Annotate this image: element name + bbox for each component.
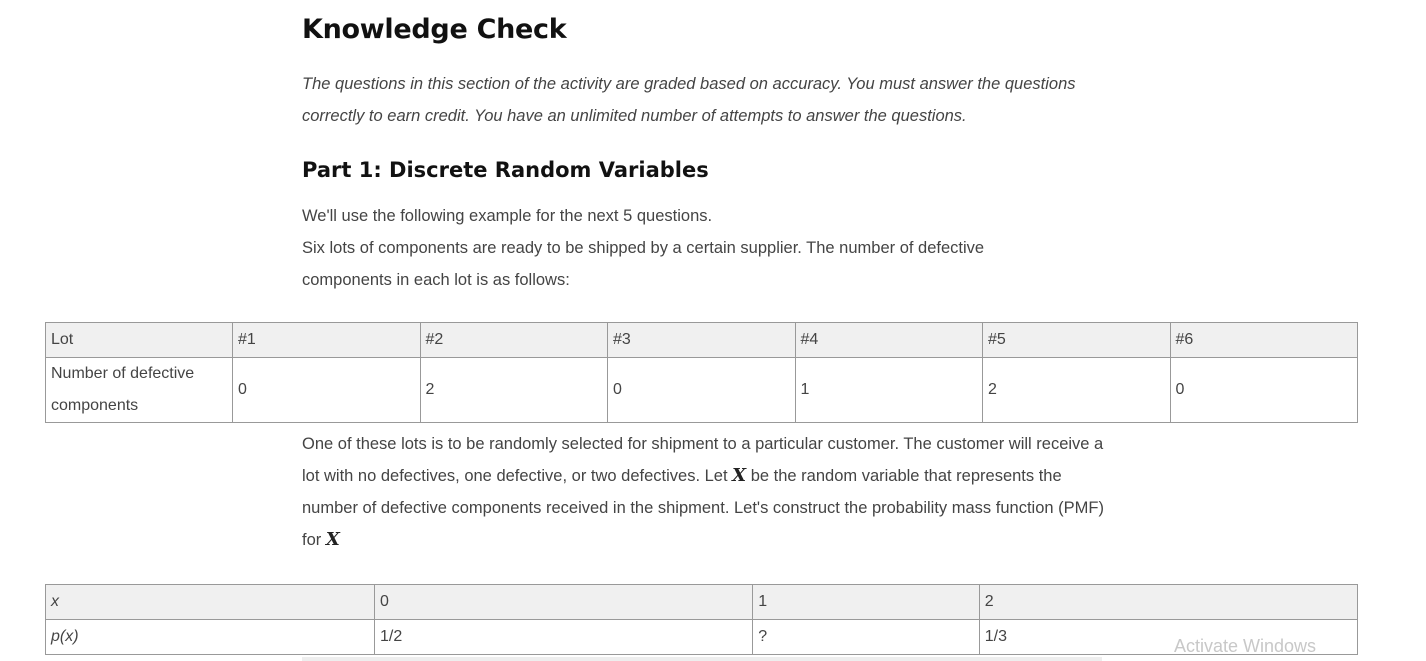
example-description: [302, 200, 1062, 296]
page-title: Knowledge Check: [302, 14, 567, 45]
lots-header-cell: #2: [420, 323, 608, 358]
lots-header-cell: #3: [608, 323, 796, 358]
pmf-table-x-row: [46, 585, 1358, 620]
lots-header-cell: #6: [1170, 323, 1358, 358]
lots-table-header-row: [46, 323, 1358, 358]
pmf-table-p-row: [46, 620, 1358, 655]
scenario-part-1: One of these lots is to be randomly selected for shipment to a particular customer. The customer will receive a lot with no defectives, one defective, or two defectives. Let: [302, 435, 1104, 485]
pmf-x-label: x: [46, 585, 375, 620]
pmf-p-value: ?: [753, 620, 979, 655]
lots-header-cell: #1: [233, 323, 421, 358]
lots-value-cell: 2: [983, 358, 1171, 423]
pmf-table: [45, 584, 1358, 655]
lots-row-label: Number of defective components: [46, 358, 233, 423]
lots-value-cell: 0: [233, 358, 421, 423]
pmf-p-label: p(x): [46, 620, 375, 655]
pmf-p-value: 1/2: [375, 620, 753, 655]
math-variable-x: X: [732, 465, 747, 486]
lots-header-cell: #5: [983, 323, 1171, 358]
scenario-text: [302, 428, 1122, 556]
lots-header-cell: #4: [795, 323, 983, 358]
lots-header-cell: Lot: [46, 323, 233, 358]
example-line-2: Six lots of components are ready to be shipped by a certain supplier. The number of defective components in each lot is as follows:: [302, 239, 985, 289]
pmf-p-value: 1/3: [979, 620, 1357, 655]
activate-windows-watermark: Activate Windows: [1174, 636, 1317, 656]
lots-value-cell: 2: [420, 358, 608, 423]
intro-text: The questions in this section of the activity are graded based on accuracy. You must answer the questions correctly to earn credit. You have an unlimited number of attempts to answer the questions.: [302, 75, 1076, 125]
lots-table-row: [46, 358, 1358, 423]
pmf-x-value: 1: [753, 585, 979, 620]
lots-value-cell: 1: [795, 358, 983, 423]
scenario-part-2: be the random variable that represents the number of defective components received in the shipment. Let's construct the probability mass function (PMF) for: [302, 467, 1104, 549]
pmf-x-value: 2: [979, 585, 1357, 620]
content-divider: [302, 657, 1102, 661]
math-variable-x: X: [325, 529, 340, 550]
lots-value-cell: 0: [608, 358, 796, 423]
lots-table: [45, 322, 1358, 423]
lots-value-cell: 0: [1170, 358, 1358, 423]
pmf-x-value: 0: [375, 585, 753, 620]
section-title: Part 1: Discrete Random Variables: [302, 158, 709, 182]
example-line-1: We'll use the following example for the next 5 questions.: [302, 207, 713, 225]
